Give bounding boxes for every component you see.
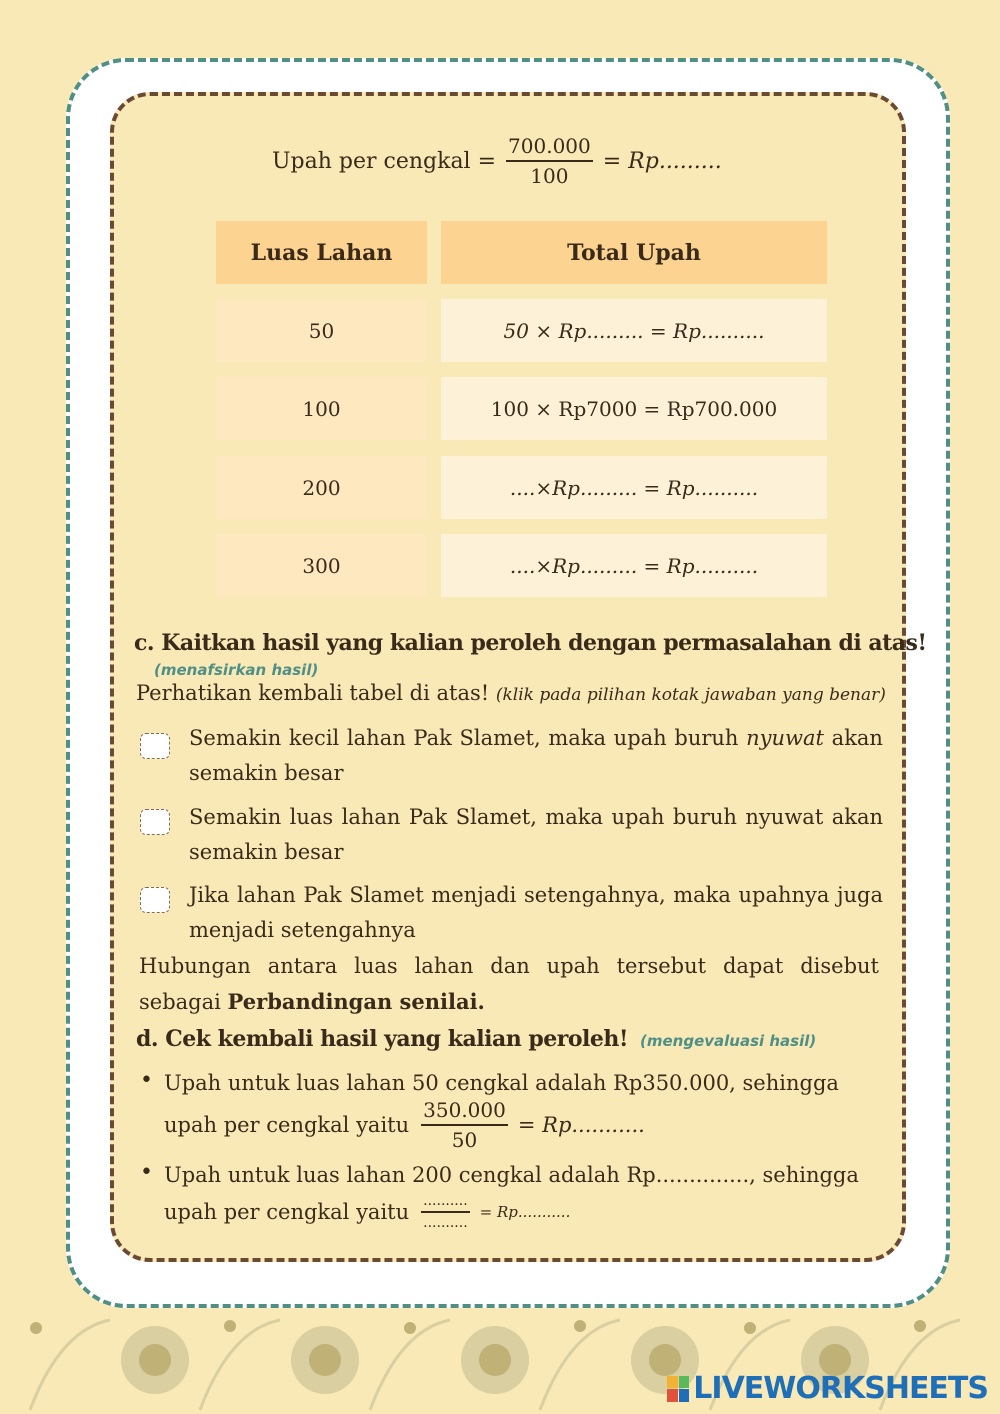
- option-1-part-2: akan semakin besar: [189, 726, 883, 785]
- formula-label: Upah per cengkal =: [272, 148, 497, 174]
- bullet-2-line-2: [164, 1193, 570, 1231]
- liveworksheets-logo: [667, 1371, 988, 1406]
- table-cell-upah[interactable]: ....×Rp......... = Rp..........: [441, 456, 827, 519]
- brand-mark-icon: [667, 1376, 689, 1402]
- bullet-2-numerator[interactable]: ..........: [421, 1193, 470, 1213]
- table-cell-luas: 100: [216, 377, 427, 440]
- instruction-note: (klik pada pilihan kotak jawaban yang benar): [495, 685, 886, 705]
- table-cell-luas: 50: [216, 299, 427, 362]
- bullet-2-line-1[interactable]: Upah untuk luas lahan 200 cengkal adalah Rp.............., sehingga: [164, 1163, 859, 1187]
- instruction-text: Perhatikan kembali tabel di atas!: [136, 681, 490, 705]
- option-3-text: Jika lahan Pak Slamet menjadi setengahnya, maka upahnya juga menjadi setengahnya: [189, 883, 883, 942]
- formula-result: = Rp.........: [602, 148, 722, 174]
- section-c-conclusion: [139, 949, 879, 1020]
- table-cell-luas: 200: [216, 456, 427, 519]
- bullet-2-lead: upah per cengkal yaitu: [164, 1200, 410, 1224]
- formula-denominator: 100: [530, 164, 569, 188]
- table-header-luas: Luas Lahan: [216, 221, 427, 284]
- bullet-2-denominator[interactable]: ..........: [423, 1215, 468, 1231]
- table-cell-upah: 100 × Rp7000 = Rp700.000: [441, 377, 827, 440]
- bullet-1-line-1: Upah untuk luas lahan 50 cengkal adalah Rp350.000, sehingga: [164, 1071, 839, 1095]
- conclusion-text: Hubungan antara luas lahan dan upah tersebut dapat disebut sebagai: [139, 954, 879, 1014]
- bullet-1-lead: upah per cengkal yaitu: [164, 1113, 410, 1137]
- option-1-checkbox[interactable]: [140, 733, 170, 759]
- bullet-1-line-2: [164, 1098, 645, 1152]
- table-header-upah: Total Upah: [441, 221, 827, 284]
- option-1-italic: nyuwat: [746, 726, 824, 750]
- formula-numerator: 700.000: [506, 134, 593, 162]
- formula-fraction: [506, 134, 593, 188]
- table-cell-luas: 300: [216, 534, 427, 597]
- bullet-2-result[interactable]: = Rp...........: [479, 1203, 571, 1221]
- section-d-tag: (mengevaluasi hasil): [640, 1032, 817, 1050]
- option-1-part-1: Semakin kecil lahan Pak Slamet, maka upah buruh: [189, 726, 739, 750]
- bullet-1-denominator: 50: [451, 1128, 478, 1152]
- brand-name: LIVEWORKSHEETS: [693, 1371, 988, 1406]
- table-cell-upah[interactable]: ....×Rp......... = Rp..........: [441, 534, 827, 597]
- option-2-text: Semakin luas lahan Pak Slamet, maka upah buruh nyuwat akan semakin besar: [189, 805, 883, 864]
- option-1-text: [189, 721, 883, 791]
- section-c-instruction: [136, 676, 896, 713]
- section-d-heading: [136, 1026, 816, 1052]
- bullet-1-result[interactable]: = Rp...........: [517, 1113, 645, 1137]
- option-3-checkbox[interactable]: [140, 887, 170, 913]
- section-d-title: d. Cek kembali hasil yang kalian peroleh!: [136, 1026, 628, 1052]
- bullet-dot: •: [140, 1068, 153, 1093]
- bullet-1-fraction: [421, 1098, 508, 1152]
- bullet-1-numerator: 350.000: [421, 1098, 508, 1126]
- bullet-2-fraction[interactable]: [421, 1193, 470, 1231]
- option-2-checkbox[interactable]: [140, 809, 170, 835]
- table-cell-upah[interactable]: 50 × Rp......... = Rp..........: [441, 299, 827, 362]
- conclusion-bold: Perbandingan senilai.: [227, 989, 485, 1014]
- section-c-tag: (menafsirkan hasil): [154, 661, 319, 679]
- section-c-title: c. Kaitkan hasil yang kalian peroleh dengan permasalahan di atas!: [134, 630, 927, 656]
- wage-per-cengkal-formula: [272, 134, 722, 188]
- bullet-dot: •: [140, 1160, 153, 1185]
